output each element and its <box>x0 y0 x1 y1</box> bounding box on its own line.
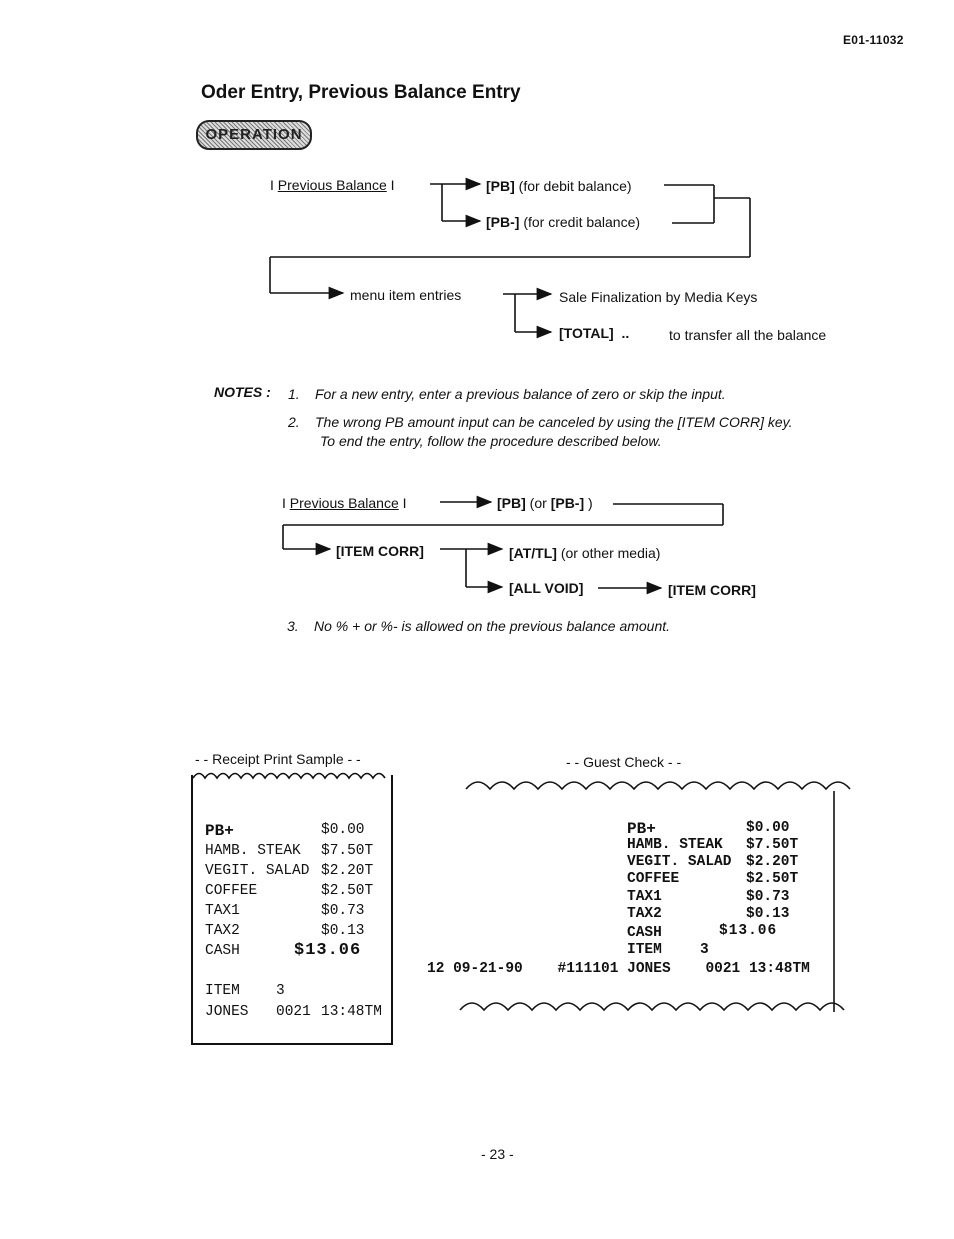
pb-close: ) <box>588 495 593 511</box>
previous-balance-label: Previous Balance <box>277 177 387 193</box>
all-void-key: [ALL VOID] <box>509 580 584 596</box>
guest-check-line-value: $2.20T <box>746 854 799 870</box>
menu-item-entries: menu item entries <box>350 287 462 303</box>
total-key: [TOTAL] <box>559 325 614 341</box>
receipt-line-value: $2.20T <box>321 863 374 879</box>
receipt-cash-total: $13.06 <box>294 941 362 960</box>
guest-check-line-label: VEGIT. SALAD <box>627 854 732 870</box>
operation-badge: OPERATION <box>196 120 312 150</box>
flow2-start: I Previous Balance I <box>282 495 407 511</box>
guest-check-line-label: PB+ <box>627 820 656 838</box>
guest-check-heading: - - Guest Check - - <box>566 754 682 770</box>
guest-check-line-value: $0.13 <box>746 906 790 922</box>
page-number: - 23 - <box>481 1146 514 1162</box>
receipt-line-label: TAX2 <box>205 923 240 939</box>
guest-check-item-count: 3 <box>700 942 709 958</box>
sale-finalization: Sale Finalization by Media Keys <box>559 289 758 305</box>
note-1-number: 1. <box>288 386 300 402</box>
document-id: E01-11032 <box>843 33 904 47</box>
total-dots: .. <box>621 325 630 341</box>
receipt-line-value: $2.50T <box>321 883 374 899</box>
flow1-start: I Previous Balance I <box>270 177 395 193</box>
pb-desc: (for debit balance) <box>518 178 632 194</box>
receipt-footer-name: JONES <box>205 1004 249 1020</box>
receipt-line-label: HAMB. STEAK <box>205 843 301 859</box>
receipt-line-value: $0.73 <box>321 903 365 919</box>
note-2-line-2: To end the entry, follow the procedure described below. <box>320 433 662 449</box>
note-2-line-1: The wrong PB amount input can be canceled by using the [ITEM CORR] key. <box>315 414 793 430</box>
pb-key: [PB] <box>486 178 515 194</box>
receipt-line-label: PB+ <box>205 822 234 840</box>
receipt-line-label: VEGIT. SALAD <box>205 863 310 879</box>
guest-check-footer: 12 09-21-90 #111101 JONES 0021 13:48TM <box>427 961 810 977</box>
receipt-line-value: $0.13 <box>321 923 365 939</box>
receipt-line-label: TAX1 <box>205 903 240 919</box>
receipt-line-value: $7.50T <box>321 843 374 859</box>
total-desc: to transfer all the balance <box>669 327 827 343</box>
guest-check-line-label: HAMB. STEAK <box>627 837 723 853</box>
guest-check-line-value: $0.00 <box>746 820 790 836</box>
guest-check-line-label: TAX2 <box>627 906 662 922</box>
page-title: Oder Entry, Previous Balance Entry <box>201 82 521 103</box>
notes-label: NOTES : <box>214 384 271 400</box>
guest-check-line-label: TAX1 <box>627 889 662 905</box>
previous-balance-label-2: Previous Balance <box>289 495 399 511</box>
item-corr-key: [ITEM CORR] <box>336 543 424 559</box>
flow2-attl-entry <box>509 545 660 561</box>
guest-check-cash-total: $13.06 <box>719 923 778 939</box>
pb-minus-desc: (for credit balance) <box>523 214 641 230</box>
flow1-pbm-entry <box>486 214 640 230</box>
receipt-item-count: 3 <box>276 983 285 999</box>
guest-check-line-value: $2.50T <box>746 871 799 887</box>
flow1-pb-entry <box>486 178 632 194</box>
guest-check-item-label: ITEM <box>627 942 662 958</box>
pb-or: (or <box>529 495 547 511</box>
note-1: For a new entry, enter a previous balance of zero or skip the input. <box>315 386 726 402</box>
receipt-line-value: $0.00 <box>321 822 365 838</box>
receipt-heading: - - Receipt Print Sample - - <box>195 751 361 767</box>
attl-desc: (or other media) <box>560 545 661 561</box>
receipt-line-label: COFFEE <box>205 883 258 899</box>
flow1-total-entry <box>559 325 629 341</box>
receipt-line-label: CASH <box>205 943 240 959</box>
note-3: No % + or %- is allowed on the previous balance amount. <box>314 618 671 634</box>
note-2-number: 2. <box>288 414 300 430</box>
receipt-footer-code: 0021 <box>276 1004 311 1020</box>
attl-key: [AT/TL] <box>509 545 557 561</box>
receipt-item-label: ITEM <box>205 983 240 999</box>
flow2-pb-entry <box>497 495 593 511</box>
note-3-number: 3. <box>287 618 299 634</box>
guest-check-line-value: $7.50T <box>746 837 799 853</box>
pb-key-2: [PB] <box>497 495 526 511</box>
guest-check-line-value: $0.73 <box>746 889 790 905</box>
guest-check-line-label: CASH <box>627 925 662 941</box>
pb-minus-key-2: [PB-] <box>550 495 585 511</box>
item-corr-key-2: [ITEM CORR] <box>668 582 756 598</box>
receipt-footer-time: 13:48TM <box>321 1004 382 1020</box>
guest-check-line-label: COFFEE <box>627 871 680 887</box>
pb-minus-key: [PB-] <box>486 214 520 230</box>
